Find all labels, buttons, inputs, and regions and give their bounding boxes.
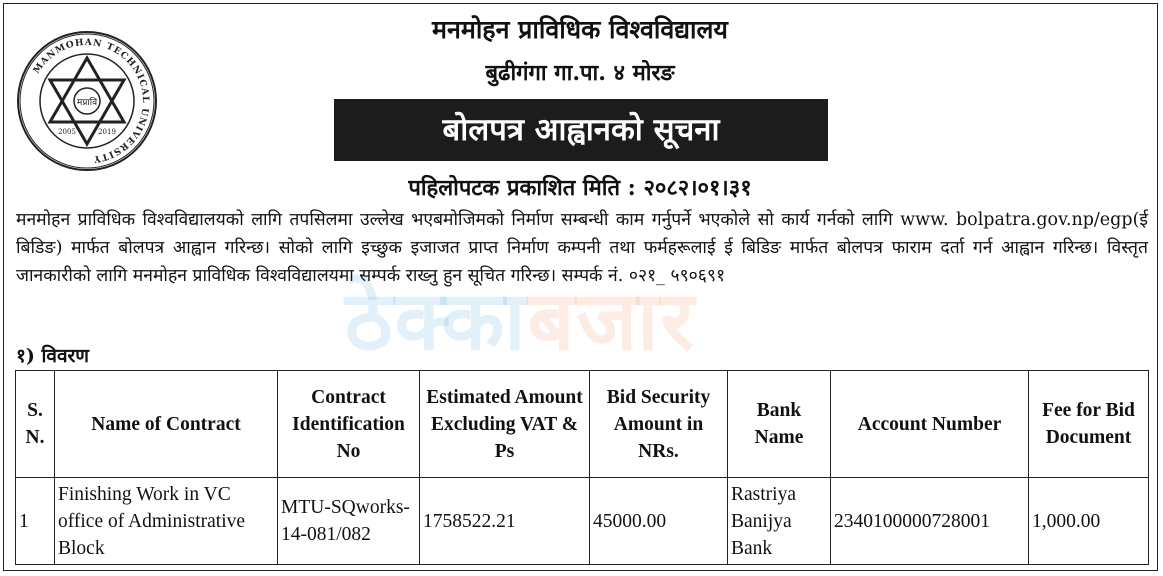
logo-year-left: 2005 [58,128,76,136]
header-name-of-contract: Name of Contract [55,371,278,478]
table-header-row [16,371,1149,478]
header-bank-name: Bank Name [728,371,831,478]
university-address: बुढीगंगा गा.पा. ४ मोरङ [485,60,675,86]
header-bid-security: Bid Security Amount in NRs. [590,371,728,478]
logo-inner-text: मप्रावि [76,98,98,108]
watermark-part2: बजार [527,274,696,369]
header-account-number: Account Number [831,371,1029,478]
cell-bank-name: Rastriya Banijya Bank [728,478,831,565]
section-heading: १) विवरण [16,345,90,367]
notice-paragraph: मनमोहन प्राविधिक विश्वविद्यालयको लागि तपसिलमा उल्लेख भएबमोजिमको निर्माण सम्बन्धी काम गर्नुपर्ने भएकोले सो कार्य गर्नको लागि www. bolpatra.gov.np/egp(ई बिडिङ) मार्फत बोलपत्र आह्वान गरिन्छ। सोको लागि इच्छुक इजाजत प्राप्त निर्माण कम्पनी तथा फर्महरूलाई ई बिडिङ मार्फत बोलपत्र फाराम दर्ता गर्न आह्वान गरिन्छ। विस्तृत जानकारीको लागि मनमोहन प्राविधिक विश्वविद्यालयमा सम्पर्क राख्नु हुन सूचित गरिन्छ। सम्पर्क नं. ०२१_ ५९०६९१ [16,210,1148,286]
cell-name-of-contract: Finishing Work in VC office of Administrative Block [55,478,278,565]
watermark-part1: ठेक्का [345,274,528,369]
contract-table [15,370,1149,565]
university-logo-icon [16,30,158,172]
header-sn: S. N. [16,371,55,478]
cell-account-number: 2340100000728001 [831,478,1029,565]
header-fee: Fee for Bid Document [1029,371,1149,478]
cell-bid-security: 45000.00 [590,478,728,565]
university-name: मनमोहन प्राविधिक विश्वविद्यालय [432,15,728,44]
cell-fee: 1,000.00 [1029,478,1149,565]
logo-year-right: 2019 [98,128,116,136]
header-contract-id: Contract Identification No [278,371,420,478]
cell-contract-id: MTU-SQworks- 14-081/082 [278,478,420,565]
publication-date: पहिलोपटक प्रकाशित मिति : २०८२।०१।३१ [408,175,752,201]
table-row [16,478,1149,565]
cell-estimated-amount: 1758522.21 [420,478,590,565]
header-estimated-amount: Estimated Amount Excluding VAT & Ps [420,371,590,478]
notice-title: बोलपत्र आह्वानको सूचना [334,99,828,161]
cell-sn: 1 [16,478,55,565]
logo-ring-text: MANMOHAN TECHNICAL UNIVERSITY [31,37,151,164]
